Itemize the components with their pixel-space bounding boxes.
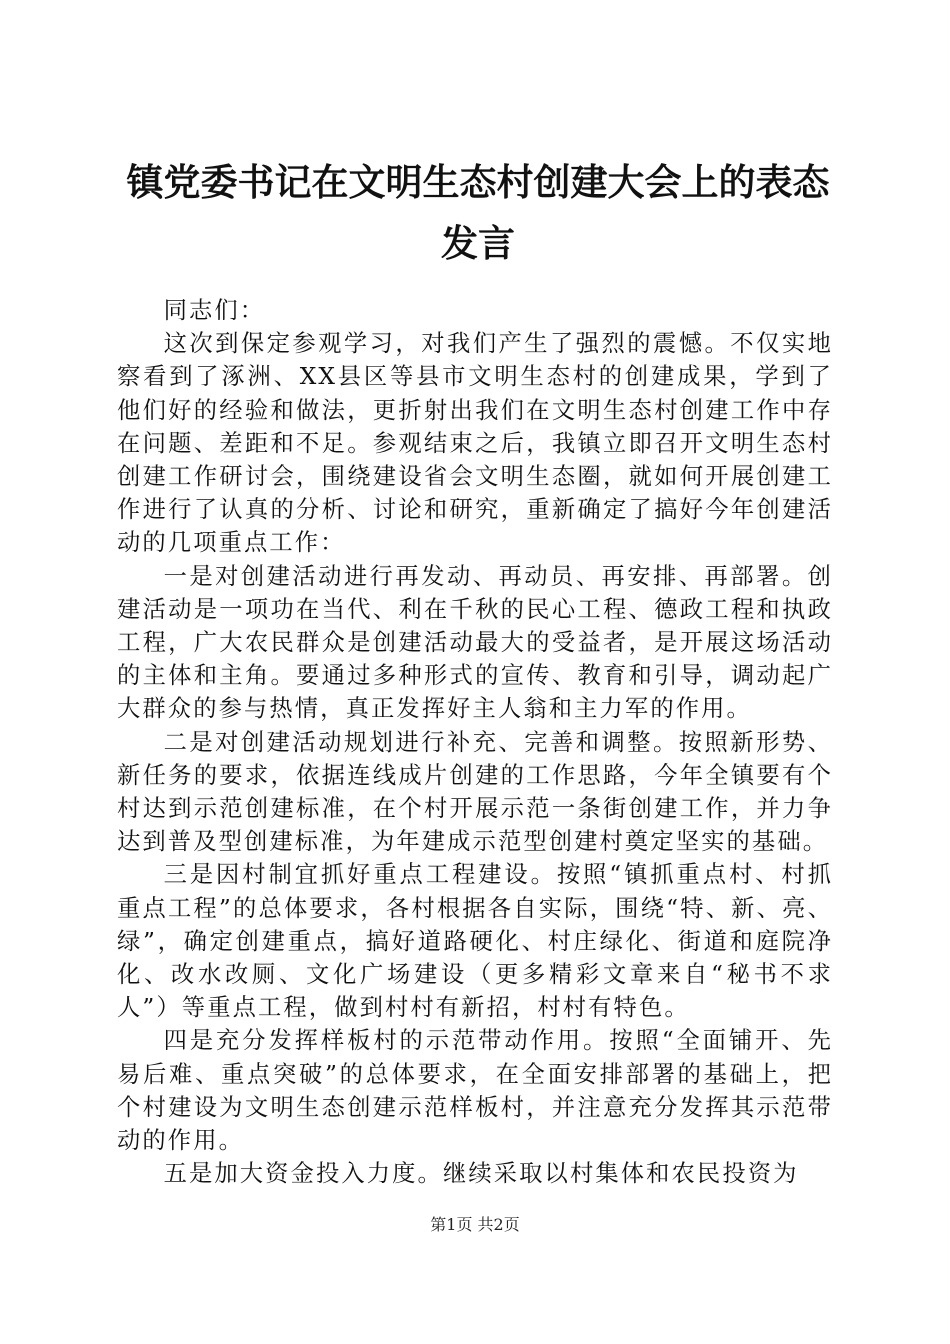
paragraph-point-2: 二是对创建活动规划进行补充、完善和调整。按照新形势、新任务的要求，依据连线成片创建的工作思路，今年全镇要有个村达到示范创建标准，在个村开展示范一条街创建工作，并力争达到普及型创建标准，为年建成示范型创建村奠定坚实的基础。 xyxy=(117,728,833,856)
paragraph-intro: 这次到保定参观学习，对我们产生了强烈的震憾。不仅实地察看到了涿洲、XX县区等县市文明生态村的创建成果，学到了他们好的经验和做法，更折射出我们在文明生态村创建工作中存在问题、差距和不足。参观结束之后，我镇立即召开文明生态村创建工作研讨会，围绕建设省会文明生态圈，就如何开展创建工作进行了认真的分析、讨论和研究，重新确定了搞好今年创建活动的几项重点工作： xyxy=(117,330,833,557)
document-title: 镇党委书记在文明生态村创建大会上的表态发言 xyxy=(126,161,830,265)
paragraph-point-3: 三是因村制宜抓好重点工程建设。按照“镇抓重点村、村抓重点工程”的总体要求，各村根据各自实际，围绕“特、新、亮、绿”，确定创建重点，搞好道路硬化、村庄绿化、街道和庭院净化、改水改厕、文化广场建设（更多精彩文章来自“秘书不求人”）等重点工程，做到村村有新招，村村有特色。 xyxy=(117,861,833,1022)
salutation: 同志们： xyxy=(163,297,266,324)
paragraph-point-1: 一是对创建活动进行再发动、再动员、再安排、再部署。创建活动是一项功在当代、利在千秋的民心工程、德政工程和执政工程，广大农民群众是创建活动最大的受益者，是开展这场活动的主体和主角。要通过多种形式的宣传、教育和引导，调动起广大群众的参与热情，真正发挥好主人翁和主力军的作用。 xyxy=(117,562,833,723)
document-body xyxy=(117,294,833,1190)
paragraph-point-4: 四是充分发挥样板村的示范带动作用。按照“全面铺开、先易后难、重点突破”的总体要求，在全面安排部署的基础上，把个村建设为文明生态创建示范样板村，并注意充分发挥其示范带动的作用。 xyxy=(117,1027,833,1155)
paragraph-point-5: 五是加大资金投入力度。继续采取以村集体和农民投资为 xyxy=(163,1160,799,1188)
page-number-footer: 第1页 共2页 xyxy=(430,1215,520,1234)
